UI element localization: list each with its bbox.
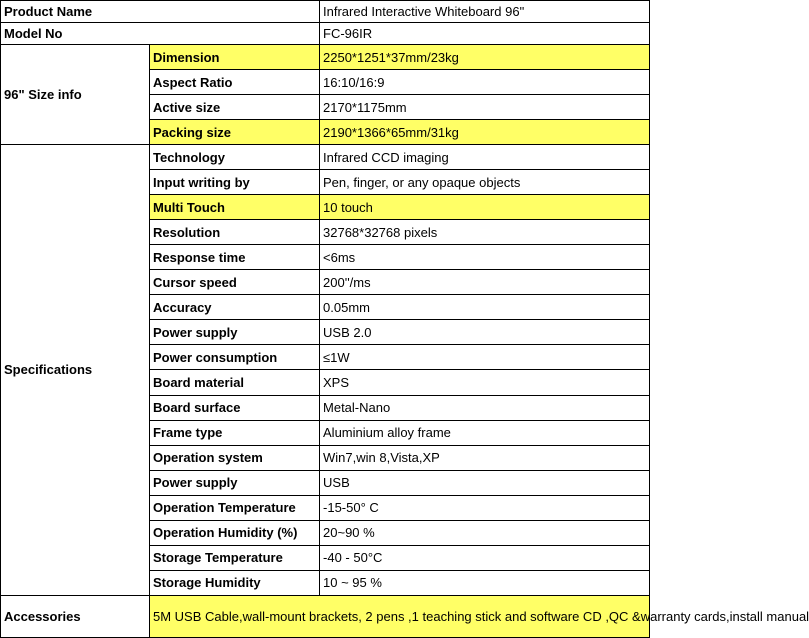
specifications-row-value: USB bbox=[320, 470, 650, 495]
specifications-row-value: -15-50° C bbox=[320, 495, 650, 520]
row-accessories bbox=[1, 595, 650, 637]
size-info-group-label: 96" Size info bbox=[1, 45, 150, 145]
specifications-row-value: 20~90 % bbox=[320, 520, 650, 545]
specifications-row-label: Storage Humidity bbox=[150, 570, 320, 595]
row-specifications-0 bbox=[1, 145, 650, 170]
size-info-row-label: Dimension bbox=[150, 45, 320, 70]
specifications-row-value: Metal-Nano bbox=[320, 395, 650, 420]
specifications-row-value: 200''/ms bbox=[320, 270, 650, 295]
specifications-row-value: XPS bbox=[320, 370, 650, 395]
model-no-label: Model No bbox=[1, 23, 320, 45]
specifications-group-label: Specifications bbox=[1, 145, 150, 596]
specifications-row-label: Board surface bbox=[150, 395, 320, 420]
specifications-row-label: Power supply bbox=[150, 320, 320, 345]
specifications-row-label: Storage Temperature bbox=[150, 545, 320, 570]
size-info-row-value: 2170*1175mm bbox=[320, 95, 650, 120]
specifications-row-label: Power supply bbox=[150, 470, 320, 495]
specifications-row-label: Multi Touch bbox=[150, 195, 320, 220]
size-info-row-label: Aspect Ratio bbox=[150, 70, 320, 95]
specifications-row-value: -40 - 50°C bbox=[320, 545, 650, 570]
specifications-row-label: Frame type bbox=[150, 420, 320, 445]
specifications-row-value: Win7,win 8,Vista,XP bbox=[320, 445, 650, 470]
product-name-label: Product Name bbox=[1, 1, 320, 23]
specifications-row-value: USB 2.0 bbox=[320, 320, 650, 345]
specifications-row-value: 0.05mm bbox=[320, 295, 650, 320]
specifications-row-value: ≤1W bbox=[320, 345, 650, 370]
specifications-row-label: Operation Temperature bbox=[150, 495, 320, 520]
specifications-row-value: 10 touch bbox=[320, 195, 650, 220]
specifications-row-label: Operation Humidity (%) bbox=[150, 520, 320, 545]
model-no-value: FC-96IR bbox=[320, 23, 650, 45]
specifications-row-value: Aluminium alloy frame bbox=[320, 420, 650, 445]
product-name-value: Infrared Interactive Whiteboard 96" bbox=[320, 1, 650, 23]
specifications-row-label: Board material bbox=[150, 370, 320, 395]
accessories-value: 5M USB Cable,wall-mount brackets, 2 pens ,1 teaching stick and software CD ,QC &warranty cards,install manual bbox=[150, 595, 650, 637]
size-info-row-value: 2250*1251*37mm/23kg bbox=[320, 45, 650, 70]
specifications-row-value: Infrared CCD imaging bbox=[320, 145, 650, 170]
size-info-row-value: 2190*1366*65mm/31kg bbox=[320, 120, 650, 145]
specifications-row-value: <6ms bbox=[320, 245, 650, 270]
specifications-row-label: Cursor speed bbox=[150, 270, 320, 295]
row-model-no bbox=[1, 23, 650, 45]
row-size-info-0 bbox=[1, 45, 650, 70]
size-info-row-label: Packing size bbox=[150, 120, 320, 145]
row-product-name bbox=[1, 1, 650, 23]
specifications-row-label: Resolution bbox=[150, 220, 320, 245]
specifications-row-label: Technology bbox=[150, 145, 320, 170]
size-info-row-value: 16:10/16:9 bbox=[320, 70, 650, 95]
size-info-row-label: Active size bbox=[150, 95, 320, 120]
accessories-label: Accessories bbox=[1, 595, 150, 637]
specifications-row-label: Power consumption bbox=[150, 345, 320, 370]
specifications-row-value: Pen, finger, or any opaque objects bbox=[320, 170, 650, 195]
specifications-row-label: Input writing by bbox=[150, 170, 320, 195]
specifications-row-value: 10 ~ 95 % bbox=[320, 570, 650, 595]
specifications-row-value: 32768*32768 pixels bbox=[320, 220, 650, 245]
specifications-row-label: Response time bbox=[150, 245, 320, 270]
specifications-row-label: Operation system bbox=[150, 445, 320, 470]
specifications-row-label: Accuracy bbox=[150, 295, 320, 320]
